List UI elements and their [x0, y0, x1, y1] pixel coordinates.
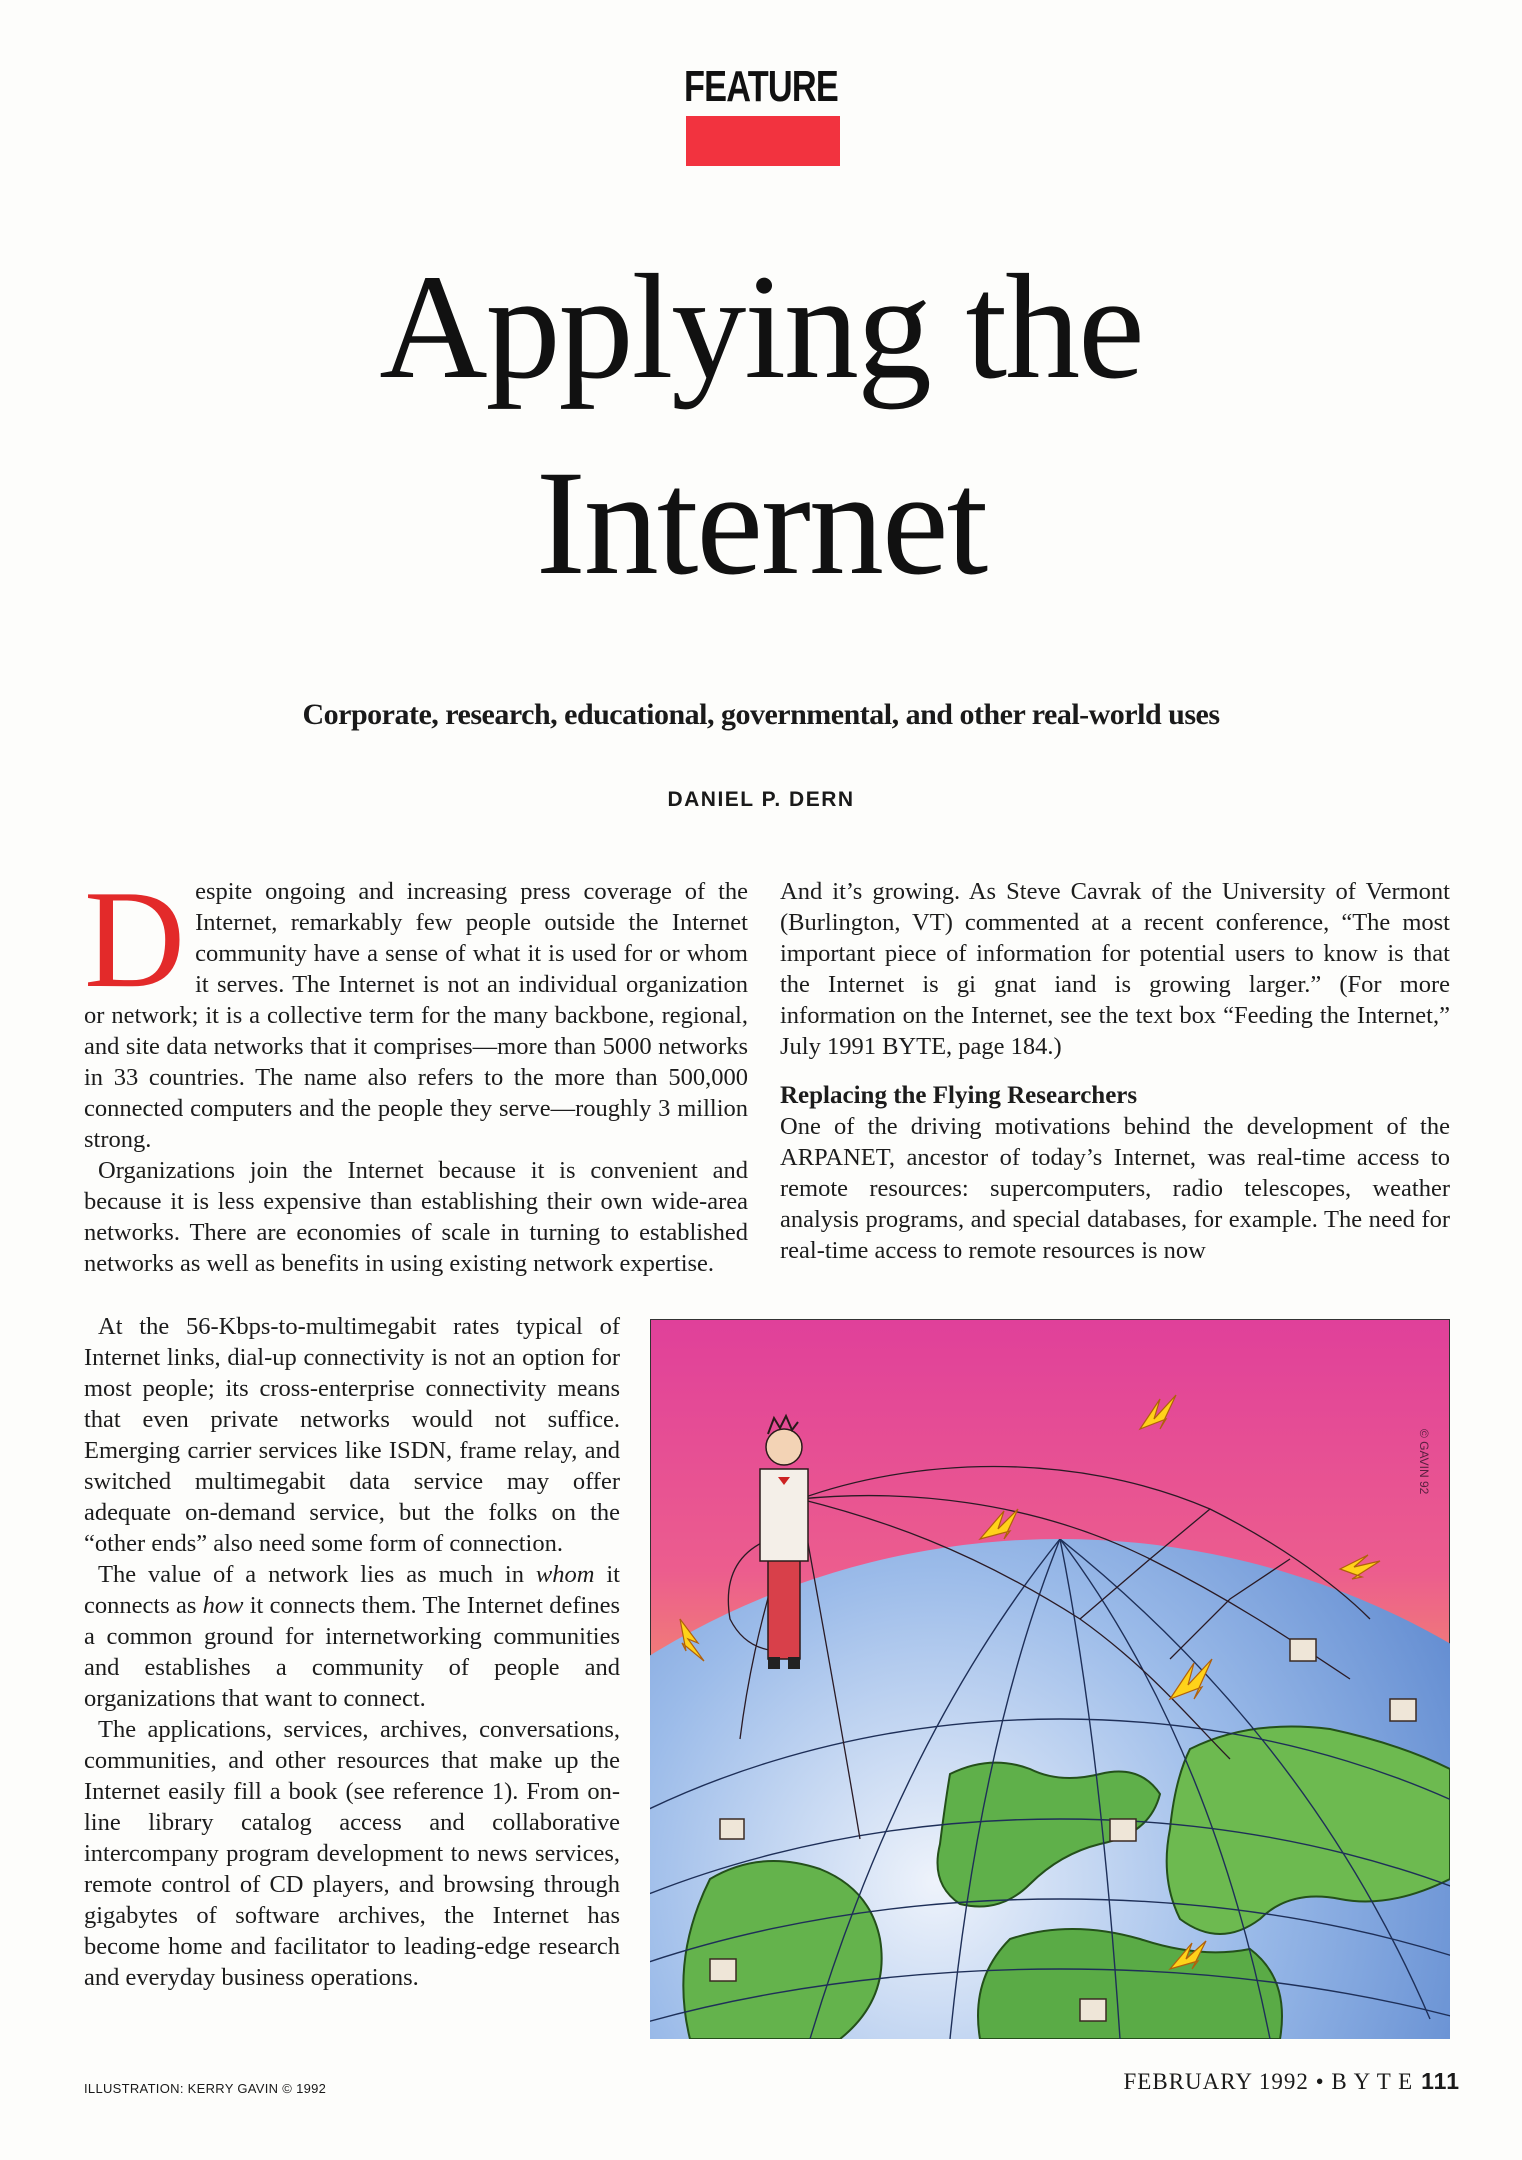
left-column-lower — [84, 1311, 620, 1993]
paragraph-4-text-b: it connects as — [84, 1561, 620, 1619]
paragraph-4-emphasis-how: how — [202, 1592, 244, 1619]
left-column — [84, 862, 748, 1279]
continent-africa — [683, 1861, 881, 2039]
right-column — [780, 876, 1450, 1266]
byline: DANIEL P. DERN — [667, 788, 855, 811]
section-color-bar — [686, 116, 840, 166]
paragraph-1-text: espite ongoing and increasing press coverage of the Internet, remarkably few people outside the Internet community have a sense of what it is used for or whom it serves. The Internet is not an individual organization or network; it is a collective term for the many backbone, regional, and site data networks that it comprises—more than 5000 networks in 33 countries. The name also refers to the more than 500,000 connected computers and the people they serve—roughly 3 million strong. — [84, 878, 748, 1153]
paragraph-4-text-a: The value of a network lies as much in — [98, 1561, 536, 1588]
headline-line-1: Applying the — [379, 244, 1143, 410]
paragraph-4 — [84, 1559, 620, 1714]
paragraph-1 — [84, 862, 748, 1155]
paragraph-3: At the 56-Kbps-to-multimegabit rates typical of Internet links, dial-up connectivity is not an option for most people; its cross-enterprise connectivity means that even private networks would not suffice. Emerging carrier services like ISDN, frame relay, and switched multimegabit data service may offer adequate on-demand service, but the folks on the “other ends” also need some form of connection. — [84, 1313, 620, 1557]
section-heading: Replacing the Flying Researchers — [780, 1082, 1138, 1109]
headline-line-2: Internet — [535, 440, 987, 606]
page-folio — [1124, 2068, 1460, 2095]
page-number: 111 — [1421, 2068, 1460, 2094]
globe-illustration — [650, 1319, 1450, 2039]
paragraph-4-emphasis-whom: whom — [535, 1561, 595, 1588]
paragraph-5: The applications, services, archives, conversations, communities, and other resources that make up the Internet easily fill a book (see reference 1). From on-line library catalog access and collaborative intercompany program development to news services, remote control of CD players, and browsing through gigabytes of software archives, the Internet has become home and facilitator to leading-edge research and everyday business operations. — [84, 1716, 620, 1991]
drop-cap: D — [84, 862, 186, 1017]
subtitle: Corporate, research, educational, governmental, and other real-world uses — [302, 698, 1220, 731]
section-label: FEATURE — [683, 62, 839, 111]
right-paragraph-1: And it’s growing. As Steve Cavrak of the University of Vermont (Burlington, VT) commented at a recent conference, “The most important piece of information for potential users to know is that the Internet is gi gnat iand is growing larger.” (For more information on the Internet, see the text box “Feeding the Internet,” July 1991 BYTE, page 184.) — [780, 878, 1450, 1060]
paragraph-4-text-c: it connects them. The Internet defines a common ground for internetworking communities and establishes a community of people and organizations that want to connect. — [84, 1592, 620, 1712]
artist-signature: © GAVIN 92 — [1417, 1429, 1431, 1495]
issue-line: FEBRUARY 1992 • B Y T E — [1123, 2069, 1414, 2094]
right-paragraph-2: One of the driving motivations behind the development of the ARPANET, ancestor of today’s Internet, was real-time access to remote resources: supercomputers, radio telescopes, weather analysis programs, and special databases, for example. The need for real-time access to remote resources is now — [780, 1113, 1450, 1264]
illustration-credit: ILLUSTRATION: KERRY GAVIN © 1992 — [84, 2081, 327, 2096]
paragraph-2: Organizations join the Internet because it is convenient and because it is less expensive than establishing their own wide-area networks. There are economies of scale in turning to established networks as well as benefits in using existing network expertise. — [84, 1157, 748, 1277]
